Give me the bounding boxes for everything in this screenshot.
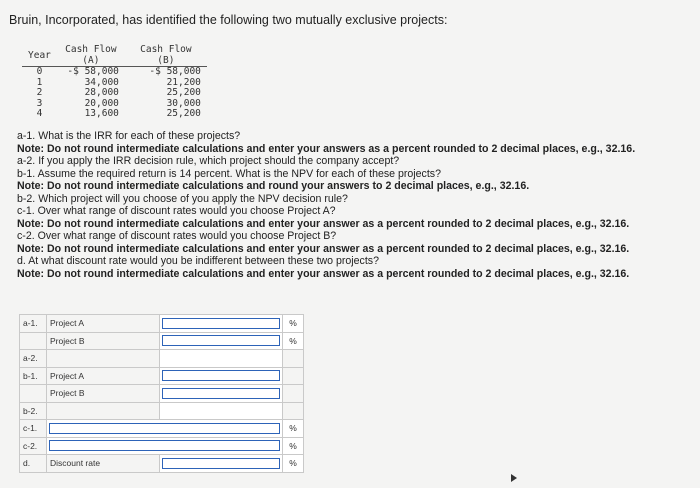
question-d: d. At what discount rate would you be indifferent between these two projects?	[17, 255, 379, 267]
irr-a-cell	[160, 315, 283, 333]
discount-rate-input[interactable]	[162, 458, 280, 469]
cash-flow-b-cell: 21,200	[166, 76, 201, 88]
cash-flow-a-cell: 20,000	[84, 97, 119, 109]
answer-row-a2	[20, 350, 304, 368]
questions-block	[17, 130, 697, 280]
npv-project-b-input[interactable]	[162, 388, 280, 399]
cash-flow-a-cell: -$ 58,000	[67, 66, 119, 77]
label-d: d.	[20, 455, 47, 473]
label-c2: c-2.	[20, 437, 47, 455]
year-cell: 2	[36, 87, 43, 99]
header-cash-flow-b: Cash Flow (B)	[125, 44, 207, 67]
question-a1: a-1. What is the IRR for each of these projects?	[17, 130, 241, 142]
range-project-a-input[interactable]	[49, 423, 280, 434]
range-project-b-input[interactable]	[49, 440, 280, 451]
npv-a-cell	[160, 367, 283, 385]
year-cell: 0	[36, 66, 43, 77]
question-c1: c-1. Over what range of discount rates would you choose Project A?	[17, 205, 336, 217]
npv-decision-input[interactable]	[160, 402, 283, 420]
percent-sign: %	[283, 437, 304, 455]
label-c1: c-1.	[20, 420, 47, 438]
question-b1: b-1. Assume the required return is 14 percent. What is the NPV for each of these projects?	[17, 167, 441, 180]
answer-row-b2	[20, 402, 304, 420]
label-discount-rate: Discount rate	[47, 455, 160, 473]
label-project-b: Project B	[47, 385, 160, 403]
header-cash-flow-a: Cash Flow (A)	[57, 44, 125, 67]
answer-row-d	[20, 455, 304, 473]
c2-cell	[47, 437, 283, 455]
question-c2: c-2. Over what range of discount rates would you choose Project B?	[17, 230, 337, 242]
irr-project-b-input[interactable]	[162, 335, 280, 346]
label-project-a: Project A	[47, 315, 160, 333]
label-b1: b-1.	[20, 367, 47, 385]
answer-row-c1	[20, 420, 304, 438]
answer-row-c2	[20, 437, 304, 455]
cursor-arrow-icon	[511, 474, 517, 482]
note-c1: Note: Do not round intermediate calculations and enter your answer as a percent rounded to 2 decimal places, e.g., 32.16.	[17, 217, 630, 230]
irr-decision-input[interactable]	[160, 350, 283, 368]
answer-row-b1-project-b	[20, 385, 304, 403]
intro-text: Bruin, Incorporated, has identified the following two mutually exclusive projects:	[9, 13, 448, 27]
label-project-a: Project A	[47, 367, 160, 385]
cash-flow-table	[22, 44, 207, 120]
cash-flow-a-cell: 34,000	[84, 76, 119, 88]
label-a2: a-2.	[20, 350, 47, 368]
c1-cell	[47, 420, 283, 438]
answer-row-b1-project-a	[20, 367, 304, 385]
table-row	[22, 67, 207, 78]
irr-b-cell	[160, 332, 283, 350]
note-a1: Note: Do not round intermediate calculations and enter your answers as a percent rounded to 2 decimal places, e.g., 32.16.	[17, 142, 636, 155]
year-cell: 1	[36, 76, 43, 88]
answer-table	[19, 314, 304, 473]
note-b1: Note: Do not round intermediate calculations and round your answers to 2 decimal places, e.g., 32.16.	[17, 180, 530, 192]
table-row	[22, 109, 207, 120]
year-cell: 4	[36, 108, 43, 120]
note-d: Note: Do not round intermediate calculations and enter your answer as a percent rounded to 2 decimal places, e.g., 32.16.	[17, 267, 630, 280]
label-b2: b-2.	[20, 402, 47, 420]
label-a1: a-1.	[20, 315, 47, 333]
irr-project-a-input[interactable]	[162, 318, 280, 329]
cash-flow-b-cell: 30,000	[166, 97, 201, 109]
question-b2: b-2. Which project will you choose of you apply the NPV decision rule?	[17, 192, 348, 205]
cash-flow-b-cell: -$ 58,000	[149, 66, 201, 77]
header-year: Year	[22, 44, 57, 67]
year-cell: 3	[36, 97, 43, 109]
cash-flow-b-cell: 25,200	[166, 87, 201, 99]
cash-flow-a-cell: 28,000	[84, 87, 119, 99]
percent-sign: %	[283, 332, 304, 350]
note-c2: Note: Do not round intermediate calculations and enter your answer as a percent rounded to 2 decimal places, e.g., 32.16.	[17, 242, 630, 255]
cash-flow-b-cell: 25,200	[166, 108, 201, 120]
discount-rate-cell	[160, 455, 283, 473]
label-project-b: Project B	[47, 332, 160, 350]
question-a2: a-2. If you apply the IRR decision rule, which project should the company accept?	[17, 155, 400, 167]
percent-sign: %	[283, 420, 304, 438]
answer-row-a1-project-a	[20, 315, 304, 333]
percent-sign: %	[283, 455, 304, 473]
cash-flow-a-cell: 13,600	[84, 108, 119, 120]
answer-row-a1-project-b	[20, 332, 304, 350]
percent-sign: %	[283, 315, 304, 333]
npv-project-a-input[interactable]	[162, 370, 280, 381]
npv-b-cell	[160, 385, 283, 403]
